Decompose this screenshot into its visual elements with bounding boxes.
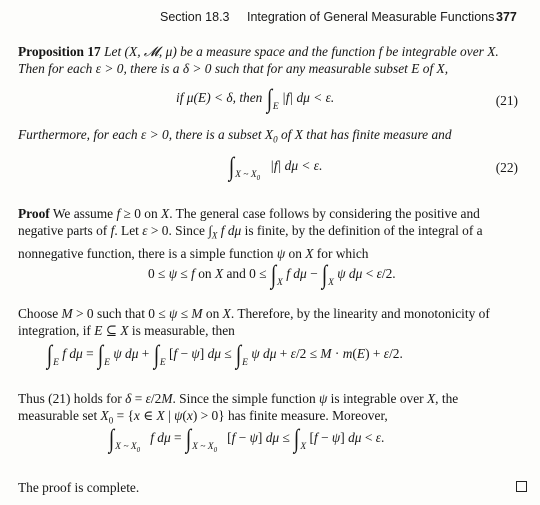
equation-22: $\int_{X \sim X_0}$ |f| dμ < ε. bbox=[228, 152, 323, 182]
proposition-statement bbox=[18, 43, 524, 77]
proposition-text-1: Let (X, 𝓜, μ) be a measure space and the function f be integrable over X. bbox=[104, 44, 499, 59]
furthermore-text: Furthermore, for each ε > 0, there is a subset $X_0$ of X that has finite measure and bbox=[18, 127, 452, 145]
proof-closing: The proof is complete. bbox=[18, 480, 140, 495]
proof-label: Proof bbox=[18, 206, 50, 221]
proposition-label: Proposition 17 bbox=[18, 44, 101, 59]
section-number: Section 18.3 bbox=[160, 10, 230, 24]
section-title: Integration of General Measurable Functions bbox=[247, 10, 495, 24]
equation-integral-bound: $\int_E$ f $d\mu = \int_E$ ψ $d\mu + \int_E$ [f − ψ] $d\mu \le \int_E$ ψ dμ + ε/2 ≤ M · m(E) + ε/2. bbox=[46, 340, 403, 369]
proposition-text-2: Then for each ε > 0, there is a δ > 0 such that for any measurable subset E of X, bbox=[18, 61, 449, 76]
proof-paragraph-1: Proof We assume f ≥ 0 on X. The general case follows by considering the positive and negative parts of f. Let ε > 0. Since $\int_X$ f dμ is finite, by the definition of the integral of a nonnegative function, there is a simple function ψ on X for which bbox=[18, 206, 483, 261]
equation-psi-approx: 0 ≤ ψ ≤ f on X and $0 \le \int_X$ f $d\mu - \int_X$ ψ dμ < ε/2. bbox=[148, 260, 396, 289]
equation-number-22: (22) bbox=[495, 160, 518, 175]
equation-21: if μ(E) < δ, then $\int_E$ |f| dμ < ε. bbox=[176, 84, 335, 113]
qed-box-icon bbox=[516, 481, 527, 492]
running-header bbox=[0, 8, 540, 28]
proof-paragraph-2: Choose M > 0 such that 0 ≤ ψ ≤ M on X. Therefore, by the linearity and monotonicity of integration, if E ⊆ X is measurable, then bbox=[18, 306, 490, 338]
page-number: 377 bbox=[496, 10, 517, 24]
equation-final-bound: $\int_{X \sim X_0}$ f $d\mu = \int_{X \sim X_0}$ [f − ψ] $d\mu \le \int_X$ [f − ψ] dμ < ε. bbox=[108, 424, 385, 454]
proof-paragraph-3: Thus (21) holds for δ = ε/2M. Since the simple function ψ is integrable over X, the measurable set $X_0 = \{x$ ∈ X | ψ(x) > 0} has finite measure. Moreover, bbox=[18, 391, 459, 426]
equation-number-21: (21) bbox=[495, 93, 518, 108]
